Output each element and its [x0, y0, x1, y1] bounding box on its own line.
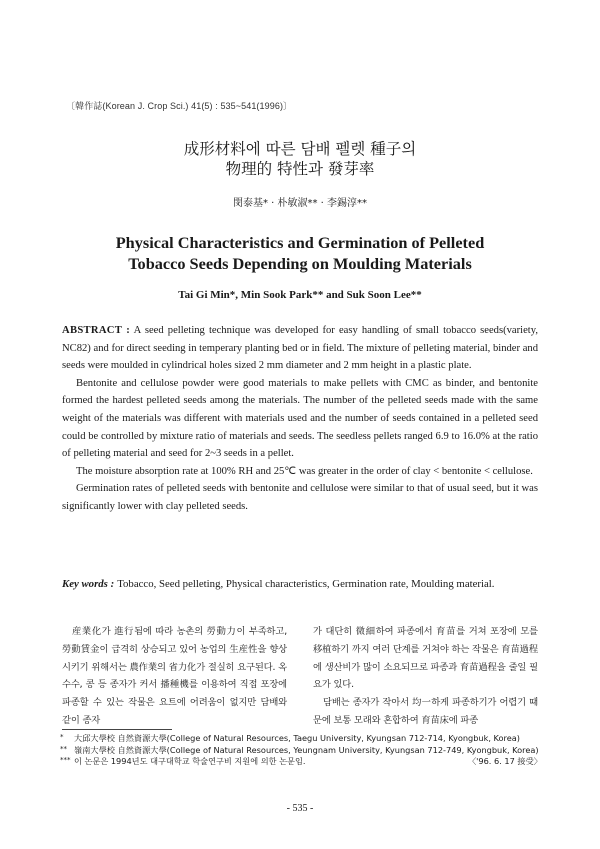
abstract-text-1: A seed pelleting technique was developed for easy handling of small tobacco seeds(variety, NC82) and for direct seeding in temperary planting bed or in field. The mixture of pelleting material, binder and seeds were moulded in cylindrical holes sized 2 mm diameter and 2 mm height in a plastic plate.: [62, 325, 538, 372]
body-paragraph: 가 대단히 微細하여 파종에서 育苗를 거쳐 포장에 모를 移植하기 까지 여러 단계를 거쳐야 하는 작물은 育苗過程에 생산비가 많이 소요되므로 파종과 育苗過程을 줄일 필요가 있다.: [313, 626, 538, 691]
abstract-paragraph-2: Bentonite and cellulose powder were good materials to make pellets with CMC as binder, and bentonite formed the hardest pelleted seeds among the materials. The number of the pelleted seeds made with the same weight of the materials was different with materials used and the number of seeds contained in a pelleted seed could be controlled by mixture ratio of materials and seeds. The seedless pellets ranged 6.9 to 16.0% at the ratio of pelleting material and seed for 2~3 seeds in a pellet.: [62, 377, 538, 460]
journal-citation: 〔韓作誌(Korean J. Crop Sci.) 41(5) : 535~541(1996)〕: [66, 101, 293, 111]
english-title-line2: Tobacco Seeds Depending on Moulding Materials: [128, 254, 472, 273]
body-paragraph: 産業化가 進行됨에 따라 농촌의 勞動力이 부족하고, 勞動賃金이 급격히 상승되고 있어 농업의 生産性을 향상시키기 위해서는 農作業의 省力化가 절실히 요구된다. 옥수수, 콩 등 종자가 커서 播種機를 이용하여 직접 포장에 파종할 수 있는 작물은 요트에 어려움이 없지만 담배와 같이 종자: [62, 626, 287, 726]
footnote: [62, 756, 542, 768]
footnote: [62, 745, 542, 757]
abstract: [62, 322, 538, 516]
footnote-text: 大邱大學校 自然資源大學(College of Natural Resources, Taegu University, Kyungsan 712-714, Kyongbuk, Korea): [74, 733, 520, 743]
body-column-left: [62, 623, 287, 730]
keywords-text: Tobacco, Seed pelleting, Physical characteristics, Germination rate, Moulding material.: [117, 578, 495, 590]
korean-title-line1: 成形材料에 따른 담배 펠렛 種子의: [183, 140, 417, 158]
abstract-paragraph-3: The moisture absorption rate at 100% RH and 25℃ was greater in the order of clay < bentonite < cellulose.: [76, 465, 533, 477]
english-title-line1: Physical Characteristics and Germination of Pelleted: [115, 233, 485, 252]
footnote-text: 嶺南大學校 自然資源大學(College of Natural Resources, Yeungnam University, Kyungsan 712-749, Kyongbuk, Korea): [74, 744, 539, 755]
footnote: [62, 733, 542, 745]
english-authors: Tai Gi Min*, Min Sook Park** and Suk Soon Lee**: [178, 289, 422, 301]
footnote-mark: *: [60, 733, 64, 741]
abstract-label: ABSTRACT :: [62, 325, 131, 336]
footnote-mark: **: [60, 744, 67, 753]
page-number: - 535 -: [286, 803, 314, 814]
footnotes: [62, 733, 542, 768]
footnote-text: 이 논문은 1994년도 대구대학교 학술연구비 지원에 의한 논문임.: [74, 756, 306, 767]
abstract-paragraph-4: Germination rates of pelleted seeds with bentonite and cellulose were similar to that of usual seed, but it was significantly lower with clay pelleted seeds.: [62, 483, 538, 512]
keywords: [62, 576, 542, 593]
korean-title-line2: 物理的 特性과 發芽率: [225, 160, 375, 178]
body-paragraph: 담배는 종자가 작아서 均一하게 파종하기가 어렵기 때문에 보통 모래와 혼합하여 育苗床에 파종: [313, 697, 538, 726]
keywords-label: Key words :: [62, 578, 115, 590]
korean-authors: 閔泰基* · 朴敏淑** · 李錫淳**: [232, 198, 368, 209]
footnote-divider: [62, 729, 172, 730]
footnote-mark: ***: [60, 756, 71, 765]
body-column-right: [313, 623, 538, 730]
abstract-paragraph-1: [62, 322, 538, 375]
received-date: 〈'96. 6. 17 接受〉: [467, 756, 542, 767]
